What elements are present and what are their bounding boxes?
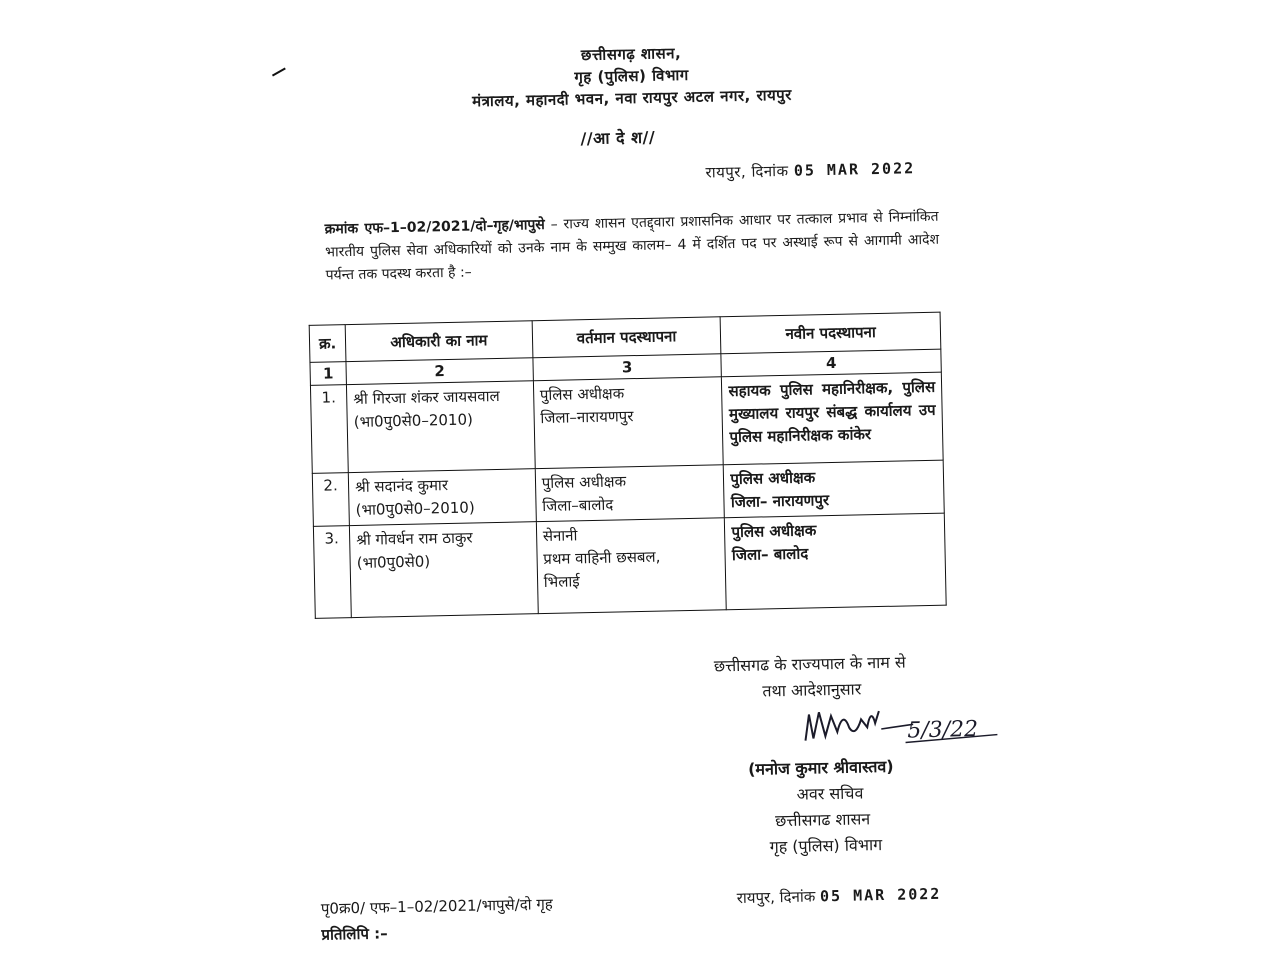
officer-name: श्री गिरजा शंकर जायसवाल bbox=[353, 386, 500, 408]
row-serial: 2. bbox=[312, 473, 349, 527]
officer-name-cell bbox=[348, 469, 536, 526]
column-number: 4 bbox=[721, 349, 941, 377]
new-posting-cell bbox=[725, 513, 947, 610]
endorsement-reference: पृ0क्र0/ एफ–1–02/2021/भापुसे/दो गृह bbox=[320, 894, 553, 918]
table-row bbox=[310, 372, 943, 473]
officer-name: श्री गोवर्धन राम ठाकुर bbox=[356, 528, 473, 549]
order-body bbox=[324, 206, 939, 288]
date-stamp: 05 MAR 2022 bbox=[793, 159, 916, 180]
order-reference: क्रमांक एफ–1–02/2021/दो–गृह/भापुसे bbox=[324, 216, 545, 238]
new-district: जिला– नारायणपुर bbox=[730, 491, 830, 512]
copy-to-label: प्रतिलिपि :– bbox=[321, 924, 388, 944]
current-posting-cell bbox=[536, 518, 727, 614]
signatory-department: गृह (पुलिस) विभाग bbox=[769, 835, 883, 857]
signature-date: 5/3/22 bbox=[907, 716, 979, 744]
signatory-government: छत्तीसगढ शासन bbox=[774, 809, 871, 831]
row-serial: 1. bbox=[310, 385, 348, 474]
officer-service: (भा0पु0से0) bbox=[356, 552, 431, 572]
new-post: पुलिस अधीक्षक bbox=[731, 521, 817, 542]
current-posting-cell bbox=[535, 465, 725, 522]
current-posting-cell bbox=[533, 377, 723, 469]
officer-service: (भा0पु0से0–2010) bbox=[355, 498, 475, 519]
govt-name: छत्तीसगढ़ शासन, bbox=[580, 44, 682, 65]
table-row bbox=[313, 513, 946, 618]
ministry-address: मंत्रालय, महानदी भवन, नवा रायपुर अटल नगर, रायपुर bbox=[471, 85, 793, 111]
new-district: जिला– बालोद bbox=[731, 544, 809, 565]
officer-name: श्री सदानंद कुमार bbox=[354, 476, 449, 496]
header-officer-name: अधिकारी का नाम bbox=[345, 321, 532, 362]
officer-name-cell bbox=[347, 381, 535, 473]
date-label: रायपुर, दिनांक bbox=[736, 887, 816, 908]
date-stamp: 05 MAR 2022 bbox=[819, 884, 942, 906]
new-post: पुलिस अधीक्षक bbox=[730, 468, 816, 489]
header-current-posting: वर्तमान पदस्थापना bbox=[532, 317, 721, 358]
governor-authority: छत्तीसगढ के राज्यपाल के नाम से bbox=[713, 652, 906, 676]
current-post: सेनानी bbox=[542, 526, 578, 546]
endorsement-date bbox=[737, 884, 942, 908]
new-posting-cell bbox=[722, 372, 943, 465]
current-unit: प्रथम वाहिनी छसबल, bbox=[543, 547, 661, 569]
header-serial: क्र. bbox=[309, 325, 346, 363]
new-posting-cell bbox=[724, 460, 945, 518]
order-authority: तथा आदेशानुसार bbox=[762, 679, 862, 701]
signatory-name: (मनोज कुमार श्रीवास्तव) bbox=[747, 756, 894, 779]
signatory-designation: अवर सचिव bbox=[796, 783, 864, 804]
current-post: पुलिस अधीक्षक bbox=[541, 472, 627, 493]
column-number: 2 bbox=[346, 358, 533, 385]
current-place: भिलाई bbox=[543, 572, 580, 592]
new-post: सहायक पुलिस महानिरीक्षक, पुलिस मुख्यालय रायपुर संबद्ध कार्यालय उप पुलिस महानिरीक्षक कांकेर bbox=[728, 377, 936, 447]
current-district: जिला–बालोद bbox=[542, 495, 614, 516]
order-text: – राज्य शासन एतद्द्वारा प्रशासनिक आधार पर तत्काल प्रभाव से निम्नांकित भारतीय पुलिस सेवा अधिकारियों को उनके नाम के सम्मुख कालम– 4 में दर्शित पद पर अस्थाई रूप से आगामी आदेश पर्यन्त तक पदस्थ करता है :– bbox=[324, 208, 940, 284]
current-district: जिला–नारायणपुर bbox=[540, 407, 634, 428]
column-number: 3 bbox=[533, 354, 722, 381]
officer-name-cell bbox=[349, 522, 537, 618]
order-title: //आ दे श// bbox=[580, 127, 656, 149]
handwritten-signature bbox=[801, 694, 1012, 762]
row-serial: 3. bbox=[313, 526, 351, 619]
officer-service: (भा0पु0से0–2010) bbox=[353, 410, 474, 431]
current-post: पुलिस अधीक्षक bbox=[539, 384, 625, 405]
column-number: 1 bbox=[310, 362, 347, 386]
header-new-posting: नवीन पदस्थापना bbox=[720, 312, 940, 354]
department-name: गृह (पुलिस) विभाग bbox=[574, 65, 689, 87]
posting-table bbox=[309, 312, 947, 619]
order-date bbox=[705, 158, 915, 182]
date-label: रायपुर, दिनांक bbox=[705, 161, 789, 182]
